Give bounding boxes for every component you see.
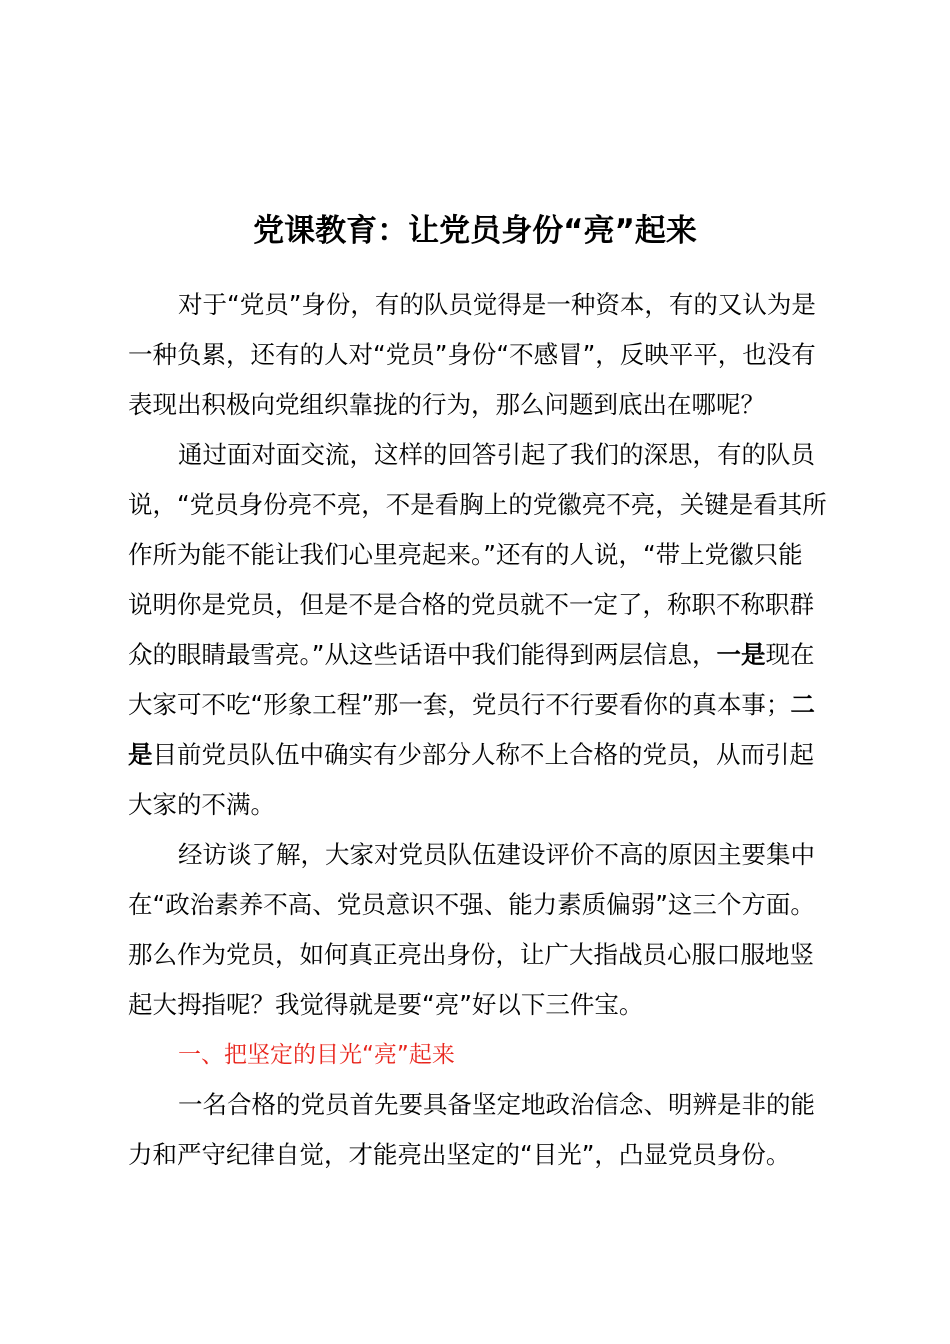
text-line xyxy=(128,530,858,580)
text-line xyxy=(128,930,858,980)
document-title: 党课教育：让党员身份“亮”起来 xyxy=(253,213,697,249)
text-line xyxy=(128,980,858,1030)
text-line xyxy=(128,580,858,630)
bold-text: 一是 xyxy=(716,640,766,669)
text-segment: 一名合格的党员首先要具备坚定地政治信念、明辨是非的能 xyxy=(178,1090,815,1119)
text-line xyxy=(128,730,858,780)
text-segment: 在“政治素养不高、党员意识不强、能力素质偏弱”这三个方面。 xyxy=(128,890,815,919)
text-segment: 一种负累，还有的人对“党员”身份“不感冒”，反映平平，也没有 xyxy=(128,340,816,369)
text-segment: 一、把坚定的目光“亮”起来 xyxy=(178,1042,455,1068)
text-segment: 起大拇指呢？我觉得就是要“亮”好以下三件宝。 xyxy=(128,990,644,1019)
text-segment: 通过面对面交流，这样的回答引起了我们的深思，有的队员 xyxy=(178,440,815,469)
text-line xyxy=(128,380,858,430)
text-line xyxy=(128,880,858,930)
text-segment: 表现出积极向党组织靠拢的行为，那么问题到底出在哪呢？ xyxy=(128,390,765,419)
text-line xyxy=(128,1080,858,1130)
text-line xyxy=(128,680,858,730)
text-segment: 说，“党员身份亮不亮，不是看胸上的党徽亮不亮，关键是看其所 xyxy=(128,490,827,519)
text-line xyxy=(128,480,858,530)
text-line xyxy=(128,330,858,380)
bold-text: 是 xyxy=(128,740,153,769)
text-segment: 大家的不满。 xyxy=(128,790,275,819)
text-segment: 力和严守纪律自觉，才能亮出坚定的“目光”，凸显党员身份。 xyxy=(128,1140,791,1169)
text-line xyxy=(128,1130,858,1180)
document-body xyxy=(128,280,858,1180)
text-line xyxy=(128,280,858,330)
text-segment: 说明你是党员，但是不是合格的党员就不一定了，称职不称职群 xyxy=(128,590,814,619)
text-segment: 对于“党员”身份，有的队员觉得是一种资本，有的又认为是 xyxy=(178,290,816,319)
text-segment: 众的眼睛最雪亮。”从这些话语中我们能得到两层信息， xyxy=(128,640,717,669)
text-segment: 目前党员队伍中确实有少部分人称不上合格的党员，从而引起 xyxy=(152,740,814,769)
text-line xyxy=(128,430,858,480)
text-segment: 作所为能不能让我们心里亮起来。”还有的人说，“带上党徽只能 xyxy=(128,540,803,569)
text-line xyxy=(128,630,858,680)
text-segment: 经访谈了解，大家对党员队伍建设评价不高的原因主要集中 xyxy=(178,840,815,869)
section-heading xyxy=(128,1030,858,1080)
text-segment: 现在 xyxy=(765,640,815,669)
text-line xyxy=(128,780,858,830)
text-segment: 大家可不吃“形象工程”那一套，党员行不行要看你的真本事； xyxy=(128,690,791,719)
text-line xyxy=(128,830,858,880)
text-segment: 那么作为党员，如何真正亮出身份，让广大指战员心服口服地竖 xyxy=(128,940,814,969)
bold-text: 二 xyxy=(790,690,815,719)
